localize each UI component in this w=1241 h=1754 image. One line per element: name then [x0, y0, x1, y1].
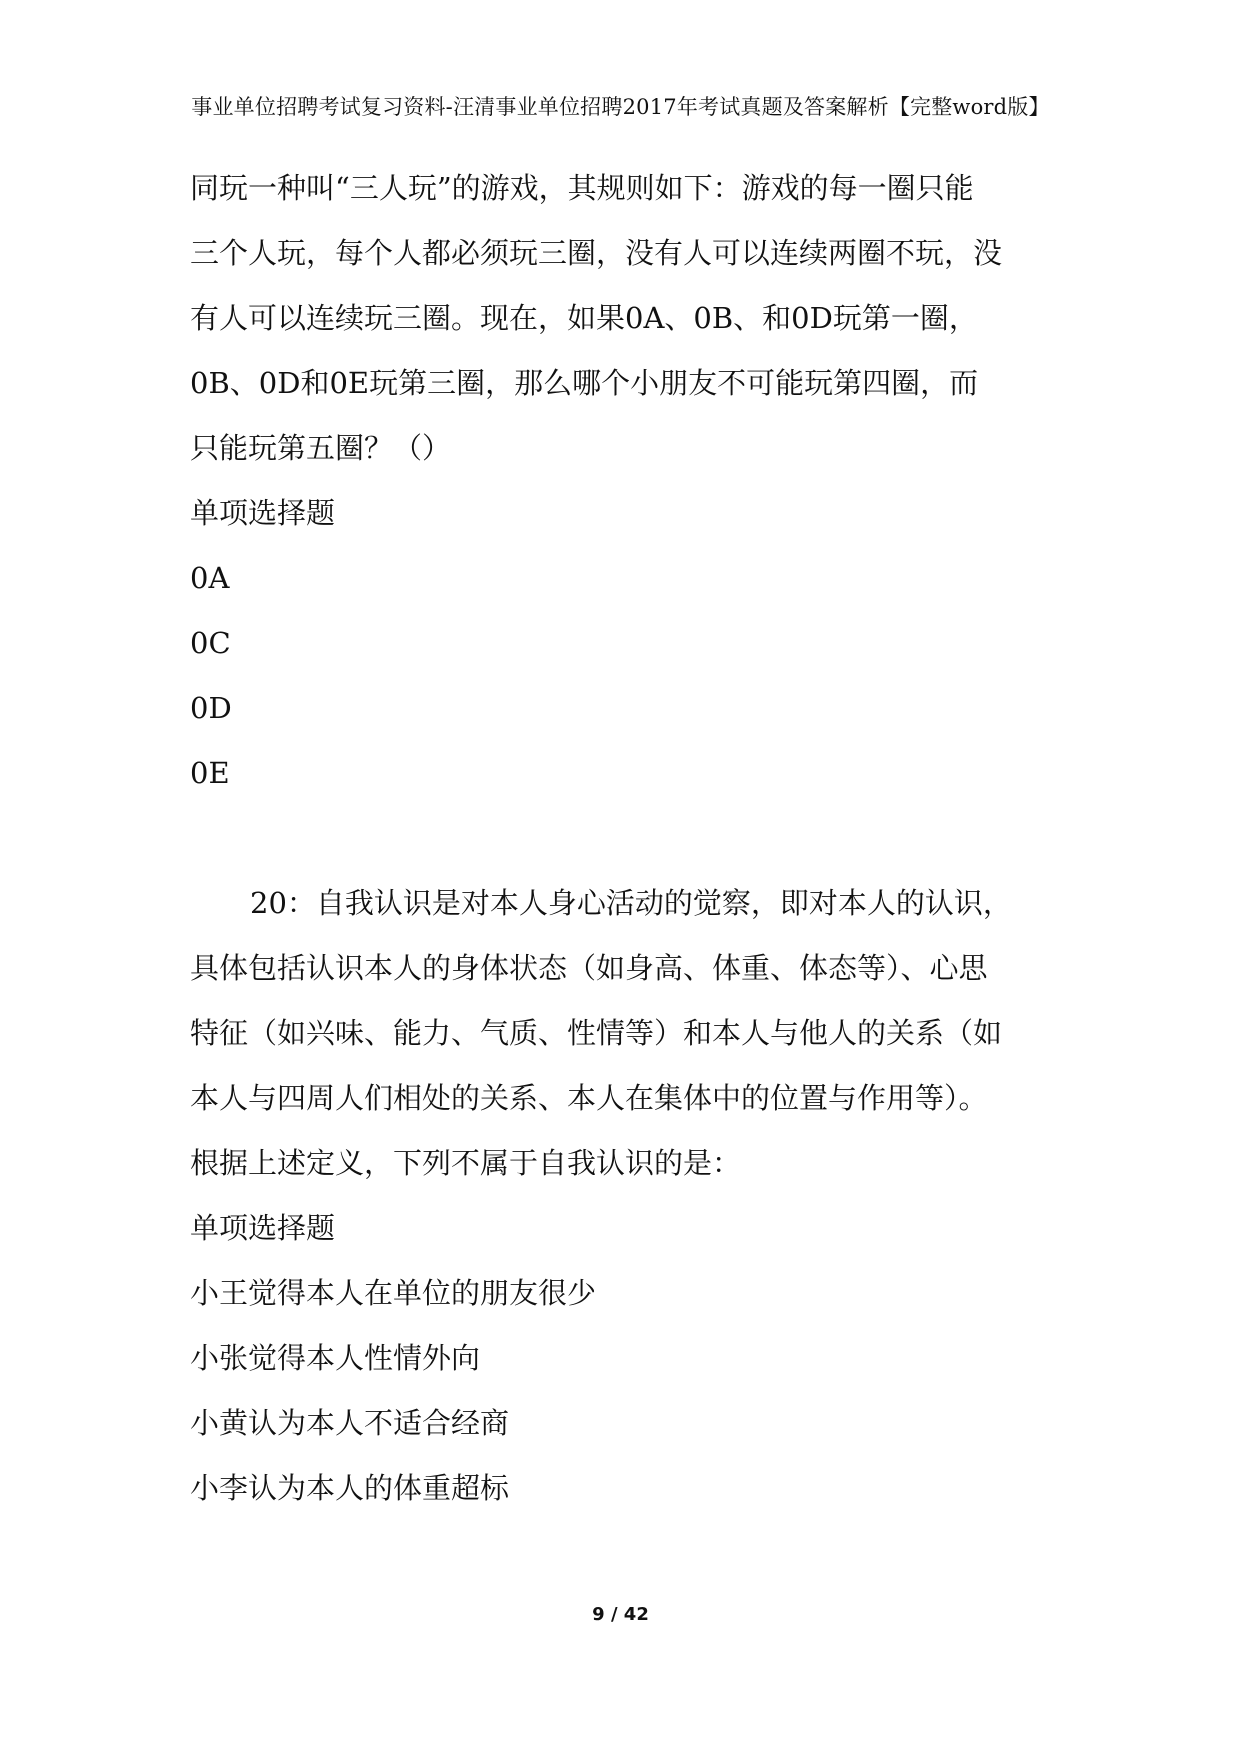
- answer-option: 0E: [190, 756, 230, 790]
- question-text-line: 本人与四周人们相处的关系、本人在集体中的位置与作用等）。: [190, 1081, 988, 1115]
- question-type-label: 单项选择题: [190, 496, 336, 530]
- blank-line: [190, 806, 1060, 871]
- question-20: [190, 871, 1060, 1521]
- question-text-line: 20：自我认识是对本人身心活动的觉察，即对本人的认识，: [250, 886, 1012, 920]
- answer-option: 小张觉得本人性情外向: [190, 1341, 481, 1375]
- answer-option: 0A: [190, 561, 230, 595]
- question-text-line: 0B、0D和0E玩第三圈，那么哪个小朋友不可能玩第四圈，而: [190, 366, 979, 400]
- question-text-line: 有人可以连续玩三圈。现在，如果0A、0B、和0D玩第一圈，: [190, 301, 978, 335]
- question-text-line: 三个人玩，每个人都必须玩三圈，没有人可以连续两圈不玩，没: [190, 236, 1003, 270]
- question-text-line: 根据上述定义，下列不属于自我认识的是：: [190, 1146, 742, 1180]
- answer-option: 0D: [190, 691, 232, 725]
- answer-option: 小王觉得本人在单位的朋友很少: [190, 1276, 597, 1310]
- document-body: [190, 156, 1060, 1521]
- question-text-line: 只能玩第五圈？（）: [190, 431, 452, 465]
- page-number: 9 / 42: [592, 1604, 649, 1625]
- question-text-line: 同玩一种叫“三人玩”的游戏，其规则如下：游戏的每一圈只能: [190, 171, 974, 205]
- answer-option: 小李认为本人的体重超标: [190, 1471, 510, 1505]
- question-19: [190, 156, 1060, 806]
- question-text-line: 特征（如兴味、能力、气质、性情等）和本人与他人的关系（如: [190, 1016, 1003, 1050]
- page-header: 事业单位招聘考试复习资料-汪清事业单位招聘2017年考试真题及答案解析【完整word版】: [191, 95, 1050, 119]
- question-type-label: 单项选择题: [190, 1211, 336, 1245]
- answer-option: 0C: [190, 626, 231, 660]
- answer-option: 小黄认为本人不适合经商: [190, 1406, 510, 1440]
- question-text-line: 具体包括认识本人的身体状态（如身高、体重、体态等）、心思: [190, 951, 988, 985]
